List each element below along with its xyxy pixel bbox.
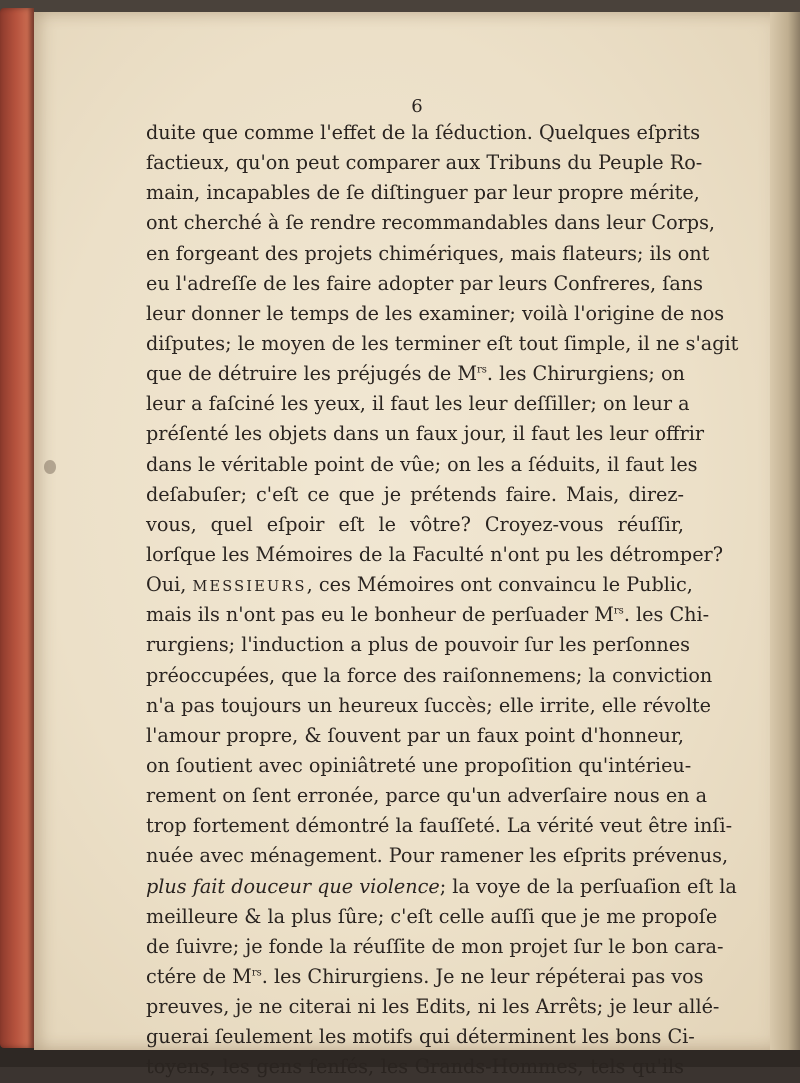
text-line [146, 872, 737, 902]
text-segment: que de détruire les préjugés de M [146, 362, 477, 386]
text-segment: ; la voye de la perſuaſion eſt la [439, 874, 737, 898]
superscript: rs [251, 967, 262, 979]
text-line: lorſque les Mémoires de la Faculté n'ont pu les détromper? [146, 542, 724, 566]
text-segment: . les Chirurgiens; on [486, 362, 685, 386]
text-line: en forgeant des projets chimériques, mais flateurs; ils ont [146, 241, 710, 265]
text-line: factieux, qu'on peut comparer aux Tribuns du Peuple Ro- [146, 151, 703, 175]
text-line: meilleure & la plus ſûre; c'eſt celle auſſi que je me propoſe [146, 904, 718, 928]
text-line: rurgiens; l'induction a plus de pouvoir ſur les perſonnes [146, 633, 690, 657]
text-line [146, 570, 693, 600]
text-line: preuves, je ne citerai ni les Edits, ni les Arrêts; je leur allé- [146, 995, 720, 1019]
superscript: rs [613, 605, 624, 617]
body-text [146, 118, 739, 1083]
text-line: dans le véritable point de vûe; on les a ſéduits, il faut les [146, 452, 698, 476]
superscript: rs [477, 364, 487, 376]
foxing-spot [44, 460, 56, 474]
text-line: ont cherché à ſe rendre recommandables dans leur Corps, [146, 211, 716, 235]
text-segment: Oui, [146, 573, 193, 597]
italic-quote: plus fait douceur que violence [146, 874, 440, 898]
text-segment: ctére de M [146, 964, 252, 988]
text-line: deſabuſer; c'eſt ce que je prétends faire. Mais, direz- [146, 482, 684, 506]
text-line [146, 600, 710, 630]
text-line: on ſoutient avec opiniâtreté une propoſition qu'intérieu- [146, 753, 692, 777]
text-line: vous, quel eſpoir eſt le vôtre? Croyez-vous réuſſir, [146, 512, 684, 536]
text-line: leur a faſciné les yeux, il faut les leur deſſiller; on leur a [146, 392, 690, 416]
text-line: l'amour propre, & ſouvent par un faux point d'honneur, [146, 723, 684, 747]
page-number: 6 [411, 96, 423, 117]
text-line: de ſuivre; je fonde la réuſſite de mon projet ſur le bon cara- [146, 934, 724, 958]
text-segment: mais ils n'ont pas eu le bonheur de perſuader M [146, 603, 614, 627]
text-line: toyens, les gens ſenſés, les Grands-Hommes, tels qu'ils [146, 1055, 684, 1079]
text-line: duite que comme l'effet de la ſéduction. Quelques eſprits [146, 121, 701, 144]
text-line: rement on ſent erronée, parce qu'un adverſaire nous en a [146, 784, 708, 808]
text-line [146, 359, 684, 389]
text-line: trop fortement démontré la fauſſeté. La vérité veut être inſi- [146, 814, 733, 838]
text-line: guerai ſeulement les motifs qui déterminent les bons Ci- [146, 1025, 695, 1049]
text-line [146, 962, 704, 992]
text-line: eu l'adreſſe de les faire adopter par leurs Confreres, ſans [146, 271, 703, 295]
text-segment: . les Chirurgiens. Je ne leur répéterai pas vos [261, 964, 704, 988]
text-line: leur donner le temps de les examiner; voilà l'origine de nos [146, 301, 725, 325]
book-page-edges [0, 8, 34, 1048]
text-line: diſputes; le moyen de les terminer eſt tout ſimple, il ne s'agit [146, 331, 739, 355]
text-line: n'a pas toujours un heureux ſuccès; elle irrite, elle révolte [146, 693, 712, 717]
text-segment: . les Chi- [623, 603, 710, 627]
text-line: préoccupées, que la force des raiſonnemens; la conviction [146, 663, 713, 687]
text-line: préſenté les objets dans un faux jour, il faut les leur offrir [146, 422, 705, 446]
small-caps-text: MESSIEURS [192, 579, 307, 596]
text-line: main, incapables de ſe diſtinguer par leur propre mérite, [146, 181, 700, 205]
text-line: nuée avec ménagement. Pour ramener les eſprits prévenus, [146, 844, 729, 868]
text-segment: , ces Mémoires ont convaincu le Public, [306, 573, 693, 597]
page-gutter-shadow [770, 12, 800, 1050]
